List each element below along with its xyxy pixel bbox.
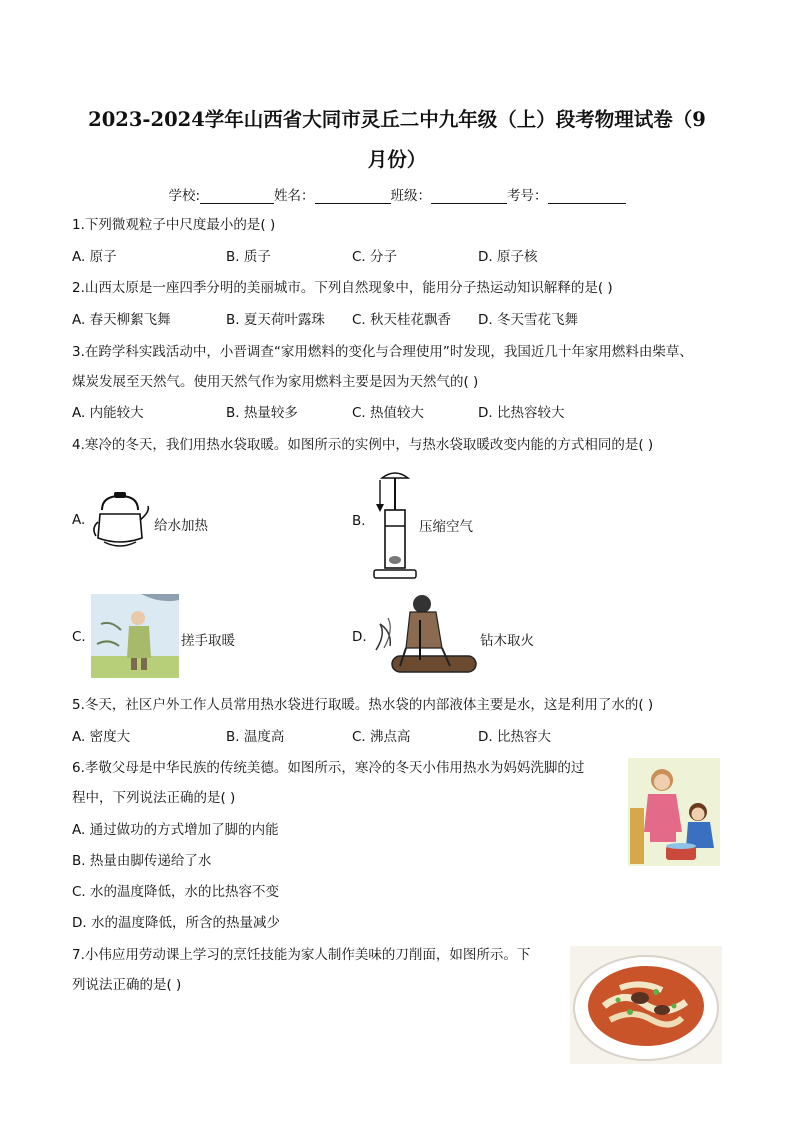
knife-cut-noodles-image — [570, 946, 722, 1064]
school-label: 学校: — [168, 188, 201, 204]
question-6-line1: 6.孝敬父母是中华民族的传统美德。如图所示，寒冷的冬天小伟用热水为妈妈洗脚的过 — [72, 760, 585, 776]
q2-option-c[interactable]: C. 秋天桂花飘香 — [352, 312, 452, 328]
exam-title — [60, 100, 734, 180]
exam-no-blank[interactable] — [548, 189, 626, 204]
school-blank[interactable] — [200, 189, 274, 204]
q2-option-a[interactable]: A. 春天柳絮飞舞 — [72, 312, 171, 328]
q3-option-b[interactable]: B. 热量较多 — [226, 405, 298, 421]
class-blank[interactable] — [431, 189, 507, 204]
q3-option-c[interactable]: C. 热值较大 — [352, 405, 425, 421]
q4-option-d-letter[interactable]: D. — [352, 629, 367, 645]
question-5: 5.冬天，社区户外工作人员常用热水袋进行取暖。热水袋的内部液体主要是水，这是利用了水的( ) — [72, 697, 654, 713]
q4-option-c-caption: 搓手取暖 — [181, 633, 235, 649]
question-3-options — [72, 398, 612, 428]
q5-option-c[interactable]: C. 沸点高 — [352, 729, 411, 745]
q6-option-d[interactable]: D. 水的温度降低，所含的热量减少 — [72, 915, 280, 931]
q4-option-b-letter[interactable]: B. — [352, 513, 366, 529]
question-2: 2.山西太原是一座四季分明的美丽城市。下列自然现象中，能用分子热运动知识解释的是( ) — [72, 280, 613, 296]
air-compression-cylinder-icon — [370, 466, 420, 586]
q1-option-d[interactable]: D. 原子核 — [478, 249, 538, 265]
kettle-icon — [88, 488, 152, 552]
question-1: 1.下列微观粒子中尺度最小的是( ) — [72, 217, 276, 233]
exam-title-line1: 2023-2024学年山西省大同市灵丘二中九年级（上）段考物理试卷（9 — [88, 108, 706, 131]
q6-option-c[interactable]: C. 水的温度降低，水的比热容不变 — [72, 884, 280, 900]
rubbing-hands-image — [91, 594, 179, 678]
class-label: 班级： — [390, 188, 432, 204]
question-4: 4.寒冷的冬天，我们用热水袋取暖。如图所示的实例中，与热水袋取暖改变内能的方式相同的是( ) — [72, 437, 654, 453]
q4-option-d-caption: 钻木取火 — [480, 633, 534, 649]
q6-option-b[interactable]: B. 热量由脚传递给了水 — [72, 853, 212, 869]
question-7-line2: 列说法正确的是( ) — [72, 977, 182, 993]
q4-option-b-caption: 压缩空气 — [419, 519, 473, 535]
name-blank[interactable] — [315, 189, 391, 204]
question-1-options — [72, 242, 612, 272]
q6-option-a[interactable]: A. 通过做功的方式增加了脚的内能 — [72, 822, 279, 838]
q1-option-b[interactable]: B. 质子 — [226, 249, 271, 265]
q1-option-a[interactable]: A. 原子 — [72, 249, 117, 265]
question-5-options — [72, 722, 612, 752]
student-info-row — [0, 184, 794, 204]
q4-option-c-letter[interactable]: C. — [72, 629, 86, 645]
question-3-line1: 3.在跨学科实践活动中，小晋调查“家用燃料的变化与合理使用”时发现，我国近几十年家用燃料由柴草、 — [72, 344, 693, 360]
exam-title-line2: 月份） — [367, 148, 427, 171]
q4-option-a-caption: 给水加热 — [154, 518, 208, 534]
q5-option-b[interactable]: B. 温度高 — [226, 729, 285, 745]
q4-option-a-letter[interactable]: A. — [72, 512, 86, 528]
drill-wood-fire-image — [372, 590, 478, 680]
q5-option-d[interactable]: D. 比热容大 — [478, 729, 551, 745]
q2-option-d[interactable]: D. 冬天雪花飞舞 — [478, 312, 578, 328]
question-2-options — [72, 305, 612, 335]
exam-no-label: 考号： — [507, 188, 548, 204]
name-label: 姓名： — [274, 188, 315, 204]
q3-option-a[interactable]: A. 内能较大 — [72, 405, 144, 421]
q2-option-b[interactable]: B. 夏天荷叶露珠 — [226, 312, 325, 328]
question-7-line1: 7.小伟应用劳动课上学习的烹饪技能为家人制作美味的刀削面，如图所示。下 — [72, 947, 531, 963]
q3-option-d[interactable]: D. 比热容较大 — [478, 405, 565, 421]
question-3-line2: 煤炭发展至天然气。使用天然气作为家用燃料主要是因为天然气的( ) — [72, 374, 479, 390]
q5-option-a[interactable]: A. 密度大 — [72, 729, 131, 745]
q1-option-c[interactable]: C. 分子 — [352, 249, 398, 265]
question-6-line2: 程中，下列说法正确的是( ) — [72, 790, 236, 806]
washing-feet-image — [628, 758, 720, 866]
